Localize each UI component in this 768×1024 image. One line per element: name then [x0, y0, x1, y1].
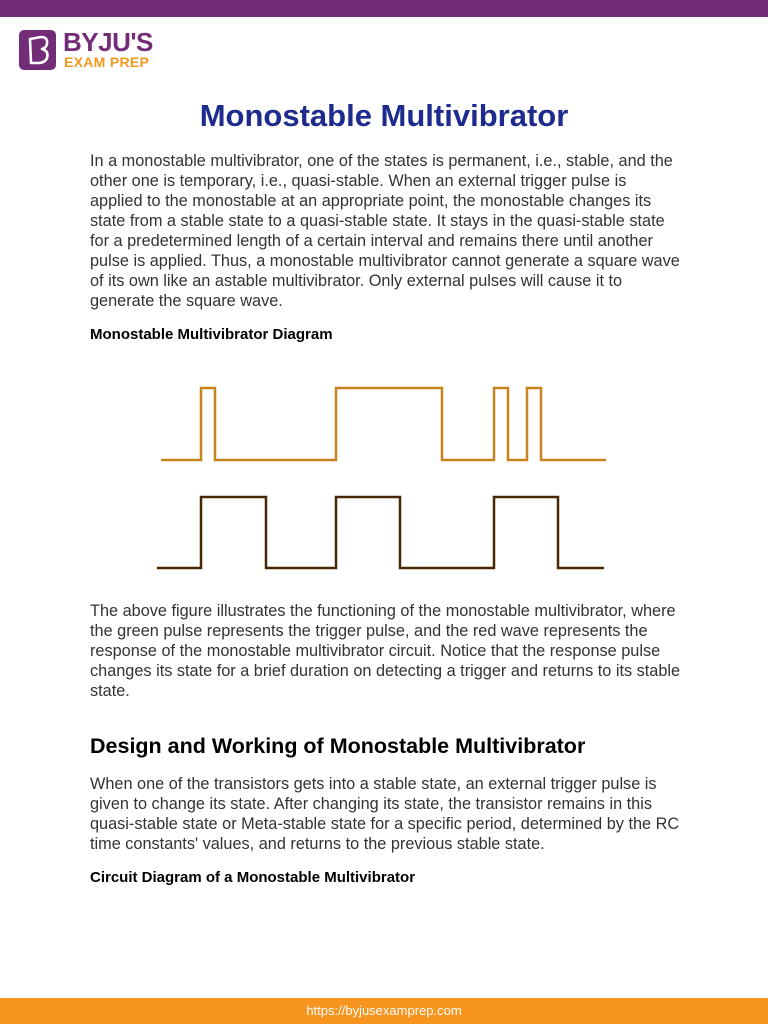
byjus-logo[interactable]	[19, 27, 169, 74]
trigger-pulse-wave	[161, 388, 606, 460]
logo-subtext: EXAM PREP	[64, 54, 150, 70]
pulse-waveform-diagram	[0, 370, 768, 580]
byjus-logo-icon	[19, 30, 56, 70]
page-title: Monostable Multivibrator	[199, 98, 569, 133]
footer-url-link[interactable]: https://byjusexamprep.com	[306, 1003, 462, 1018]
diagram-heading: Monostable Multivibrator Diagram	[90, 326, 333, 343]
section-heading: Design and Working of Monostable Multivibrator	[90, 734, 586, 758]
figure-description: The above figure illustrates the functioning of the monostable multivibrator, where the green pulse represents the trigger pulse, and the red wave represents the response of the monostable multivibrator circuit. Notice that the response pulse changes its state for a brief duration on detecting a trigger and returns to its stable state.	[90, 602, 681, 700]
section-paragraph: When one of the transistors gets into a stable state, an external trigger pulse is given to change its state. After changing its state, the transistor remains in this quasi-stable state or Meta-stable state for a specific period, determined by the RC time constants' values, and returns to the previous stable state.	[90, 775, 680, 853]
top-bar	[0, 0, 768, 17]
response-wave	[157, 497, 604, 568]
logo-text: BYJU'S	[63, 27, 153, 57]
circuit-heading: Circuit Diagram of a Monostable Multivibrator	[90, 869, 416, 886]
intro-paragraph: In a monostable multivibrator, one of the states is permanent, i.e., stable, and the other one is temporary, i.e., quasi-stable. When an external trigger pulse is applied to the monostable at an appropriate point, the monostable changes its state from a stable state to a quasi-stable state. It stays in the quasi-stable state for a predetermined length of a certain interval and remains there until another pulse is applied. Thus, a monostable multivibrator cannot generate a square wave of its own like an astable multivibrator. Only external pulses will cause it to generate the square wave.	[90, 152, 680, 310]
footer-bar	[0, 998, 768, 1024]
